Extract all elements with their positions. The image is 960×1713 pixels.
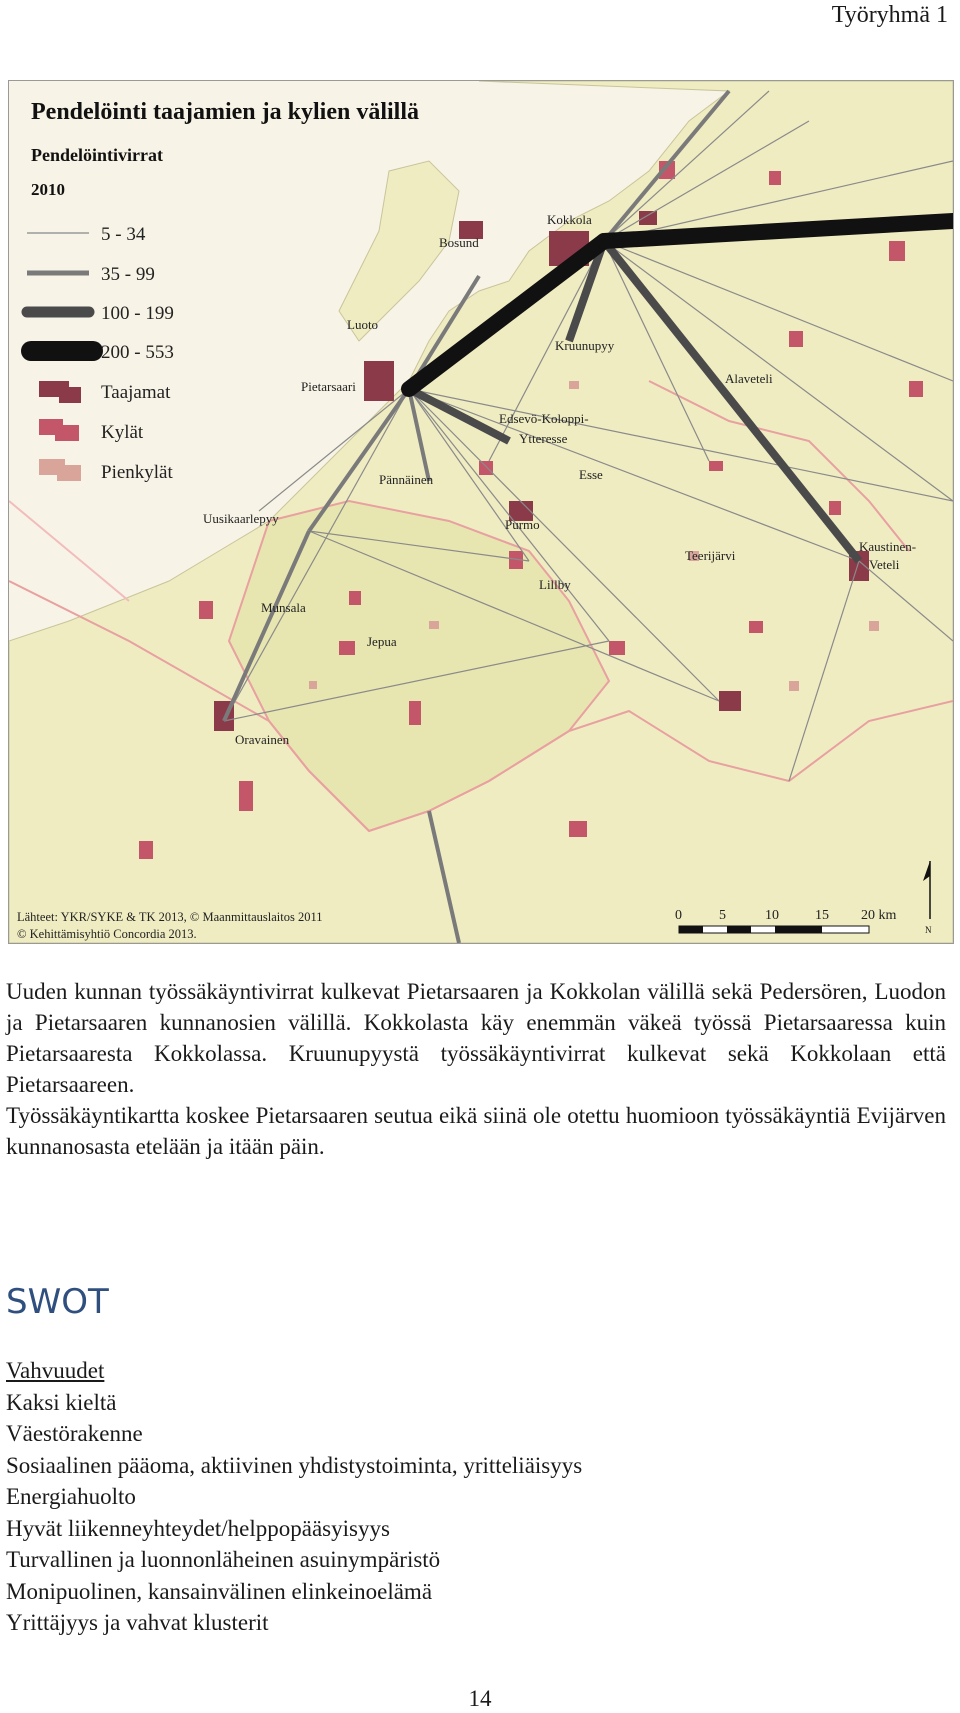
- legend-heading: Pendelöintivirrat: [31, 145, 163, 165]
- coast-area: [339, 161, 459, 341]
- place-uusikaarlepyy: Uusikaarlepyy: [203, 511, 279, 526]
- place-pannainen: Pännäinen: [379, 472, 434, 487]
- list-item: Yrittäjyys ja vahvat klusterit: [6, 1610, 269, 1635]
- legend-swatch-taajamat: [39, 381, 81, 403]
- map-sources-line2: © Kehittämisyhtiö Concordia 2013.: [17, 927, 197, 941]
- scale-label-5: 5: [719, 908, 726, 923]
- page-number: 14: [468, 1686, 492, 1711]
- place-esse: Esse: [579, 467, 603, 482]
- paragraph-commuting-flows: Uuden kunnan työssäkäyntivirrat kulkevat Pietarsaaren ja Kokkolan välillä sekä Pedersören, Luodon ja Pietarsaaren kunnanosien välillä. Kokkolasta käy enemmän väkeä työssä Pietarsaaressa kuin Pietarsaaresta Kokkolassa. Kruunupyystä työssäkäyntivirrat kulkevat sekä Kokkolaan että Pietarsaareen.: [6, 979, 946, 1097]
- legend-label-pienkylat: Pienkylät: [101, 462, 173, 483]
- legend-label-200-553: 200 - 553: [101, 342, 174, 363]
- swot-heading: SWOT: [6, 1282, 109, 1322]
- legend-label-35-99: 35 - 99: [101, 264, 155, 285]
- legend-label-kylat: Kylät: [101, 422, 144, 443]
- place-lillby: Lillby: [539, 577, 571, 592]
- land-area: [9, 81, 953, 943]
- place-luoto: Luoto: [347, 317, 379, 332]
- place-veteli: Veteli: [869, 557, 900, 572]
- list-item: Monipuolinen, kansainvälinen elinkeinoelämä: [6, 1578, 433, 1604]
- place-munsala: Munsala: [261, 600, 306, 615]
- scale-label-0: 0: [675, 908, 682, 923]
- place-jepua: Jepua: [367, 634, 397, 649]
- list-item: Väestörakenne: [6, 1421, 143, 1446]
- list-item: Hyvät liikenneyhteydet/helppopääsyisyys: [6, 1515, 390, 1541]
- strengths-list: [6, 1355, 582, 1639]
- north-label: N: [925, 925, 932, 935]
- place-teerijarvi: Teerijärvi: [685, 548, 736, 563]
- legend-label-5-34: 5 - 34: [101, 224, 146, 245]
- place-purmo: Purmo: [505, 517, 540, 532]
- map-title: Pendelöinti taajamien ja kylien välillä: [31, 99, 419, 125]
- legend-swatch-kylat: [39, 419, 79, 441]
- place-edsevo: Edsevö-Koloppi-: [499, 411, 589, 426]
- list-item: Kaksi kieltä: [6, 1389, 117, 1415]
- place-kaustinen: Kaustinen-: [859, 539, 917, 554]
- place-kokkola: Kokkola: [547, 212, 592, 227]
- place-pietarsaari: Pietarsaari: [301, 379, 356, 394]
- place-kruunupyy: Kruunupyy: [555, 338, 615, 353]
- place-alaveteli: Alaveteli: [725, 371, 773, 386]
- region-border-west: [9, 501, 129, 601]
- scale-label-15: 15: [815, 908, 829, 923]
- strengths-heading: Vahvuudet: [6, 1358, 105, 1383]
- legend-swatch-pienkylat: [39, 459, 81, 481]
- map-graphic: [9, 81, 953, 943]
- place-oravainen: Oravainen: [235, 732, 290, 747]
- place-ytteresse: Ytteresse: [519, 431, 568, 446]
- legend-year: 2010: [31, 180, 65, 199]
- scale-label-10: 10: [765, 908, 779, 923]
- document-header: Työryhmä 1: [831, 2, 948, 28]
- list-item: Sosiaalinen pääoma, aktiivinen yhdistystoiminta, yritteliäisyys: [6, 1452, 583, 1478]
- list-item: Turvallinen ja luonnonläheinen asuinympäristö: [6, 1547, 441, 1572]
- scale-label-20: 20 km: [861, 908, 897, 923]
- commuting-map: [8, 80, 954, 944]
- place-bosund: Bosund: [439, 235, 479, 250]
- map-sources-line1: Lähteet: YKR/SYKE & TK 2013, © Maanmittauslaitos 2011: [17, 910, 323, 924]
- paragraph-map-scope: Työssäkäyntikartta koskee Pietarsaaren seutua eikä siinä ole otettu huomioon työssäkäyntiä Evijärven kunnanosasta etelään ja itään päin.: [6, 1103, 946, 1159]
- legend-label-taajamat: Taajamat: [101, 382, 171, 403]
- legend-label-100-199: 100 - 199: [101, 303, 174, 324]
- list-item: Energiahuolto: [6, 1484, 136, 1509]
